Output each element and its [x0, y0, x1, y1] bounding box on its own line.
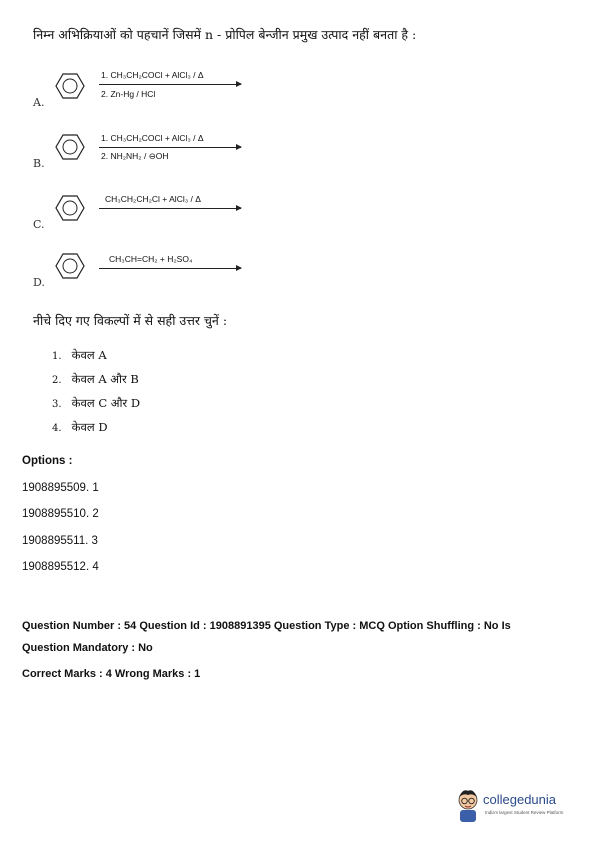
- benzene-icon: [55, 194, 85, 222]
- reaction-letter: A.: [33, 96, 45, 109]
- mascot-icon: [455, 788, 481, 824]
- reagent-top: CH₃CH=CH₂ + H₂SO₄: [109, 254, 193, 264]
- choice-number: 3.: [52, 399, 62, 410]
- reaction-d: [33, 248, 333, 308]
- choice-number: 4.: [52, 423, 62, 434]
- reaction-letter: B.: [33, 157, 45, 170]
- choice-item: [52, 372, 139, 387]
- reaction-b: [33, 125, 333, 185]
- benzene-icon: [55, 72, 85, 100]
- reagent-top: 1. CH₃CH₂COCl + AlCl₃ / Δ: [101, 70, 204, 80]
- choice-text: केवल A: [71, 348, 107, 362]
- reagent-bottom: 2. NH₂NH₂ / ⊖OH: [101, 151, 169, 161]
- option-row: 1908895511. 3: [22, 535, 98, 547]
- collegedunia-logo: [455, 788, 575, 828]
- choice-text: केवल D: [71, 420, 108, 434]
- benzene-icon: [55, 252, 85, 280]
- choice-number: 2.: [52, 375, 62, 386]
- reaction-arrow: [99, 147, 241, 148]
- reaction-arrow: [99, 268, 241, 269]
- reaction-c: [33, 188, 333, 248]
- choice-item: [52, 396, 140, 411]
- question-text: निम्न अभिक्रियाओं को पहचानें जिसमें n - प्रोपिल बेन्जीन प्रमुख उत्पाद नहीं बनता है :: [33, 27, 417, 42]
- options-label: Options :: [22, 455, 73, 467]
- option-row: 1908895512. 4: [22, 561, 99, 573]
- reaction-letter: C.: [33, 218, 45, 231]
- reaction-a: [33, 62, 333, 122]
- question-meta-line: Question Number : 54 Question Id : 1908891395 Question Type : MCQ Option Shuffling : No Is: [22, 620, 511, 632]
- choice-item: [52, 348, 107, 363]
- reaction-arrow: [99, 84, 241, 85]
- logo-tagline: India's largest Student Review Platform: [485, 810, 564, 815]
- question-meta-line: Question Mandatory : No: [22, 642, 153, 654]
- choose-instruction: नीचे दिए गए विकल्पों में से सही उत्तर चुनें :: [33, 313, 228, 328]
- option-row: 1908895510. 2: [22, 508, 99, 520]
- choice-number: 1.: [52, 351, 62, 362]
- option-row: 1908895509. 1: [22, 482, 99, 494]
- reagent-bottom: 2. Zn-Hg / HCl: [101, 89, 156, 99]
- choice-text: केवल A और B: [71, 372, 139, 386]
- reaction-arrow: [99, 208, 241, 209]
- benzene-icon: [55, 133, 85, 161]
- choice-item: [52, 420, 108, 435]
- marks-line: Correct Marks : 4 Wrong Marks : 1: [22, 668, 201, 680]
- reagent-top: CH₃CH₂CH₂Cl + AlCl₃ / Δ: [105, 194, 201, 204]
- reaction-letter: D.: [33, 276, 45, 289]
- logo-name: collegedunia: [483, 792, 557, 807]
- reagent-top: 1. CH₃CH₂COCl + AlCl₃ / Δ: [101, 133, 204, 143]
- choice-text: केवल C और D: [71, 396, 141, 410]
